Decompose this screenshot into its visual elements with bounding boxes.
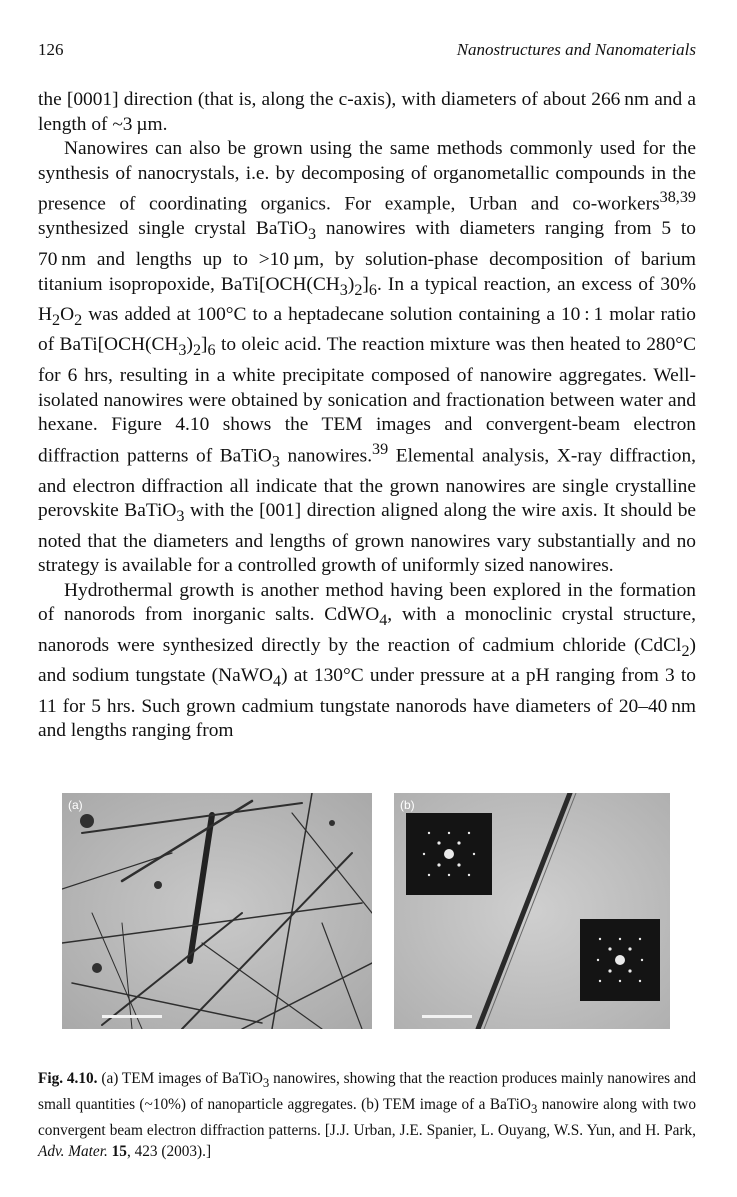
page-header (38, 40, 696, 64)
citation: 38,39 (659, 189, 696, 207)
page-number: 126 (38, 40, 64, 59)
figure-4-10 (62, 793, 670, 1029)
paragraph-2: Nanowires can also be grown using the same methods commonly used for the synthesis of nanocrystals, i.e. by decomposing of organometallic compounds in the presence of coordinating organics. For example, Urban and co-workers$^{38,39}$ synthesized single crystal BaTiO$_3$ nanowires with diameters ranging from 5 to 70 nm and lengths up to >10 µm, by solution-phase decomposition of barium titanium isopropoxide, $BaTi[OCH(CH_3)_2]_6$. In a typical reaction, an excess of 30% $H_2O_2$ was added at 100°C to a heptadecane solution containing a 10 : 1 molar ratio of $BaTi[OCH(CH_3)_2]_6$ to oleic acid. The reaction mixture was then heated to 280°C for 6 hrs, resulting in a white precipitate composed of nanowire aggregates. Well-isolated nanowires were obtained by sonication and fractionation between water and hexane. Figure 4.10 shows the TEM images and convergent-beam electron diffraction patterns of BaTiO$_3$ nanowires.$^{39}$ Elemental analysis, X-ray diffraction, and electron diffraction all indicate that the grown nanowires are single crystalline perovskite BaTiO$_3$ with the [001] direction aligned along the wire axis. It should be noted that the diameters and lengths of grown nanowires vary substantially and no strategy is available for a controlled growth of uniformly sized nanowires. (38, 138, 696, 577)
journal-name: Adv. Mater. (38, 1143, 108, 1161)
diffraction-pattern-inset-1 (406, 813, 492, 895)
body-text (38, 88, 696, 744)
tem-image-panel-a (62, 793, 372, 1029)
citation: 39 (372, 440, 389, 458)
running-title: Nanostructures and Nanomaterials (456, 40, 696, 59)
tem-nanowires-image (62, 793, 372, 1029)
tem-image-panel-b (394, 793, 670, 1029)
journal-volume: 15 (111, 1143, 127, 1161)
paragraph-1: the [0001] direction (that is, along the c-axis), with diameters of about 266 nm and a length of ~3 µm. (38, 89, 696, 135)
figure-caption: Fig. 4.10. (a) TEM images of BaTiO$_3$ nanowires, showing that the reaction produces mainly nanowires and small quantities (~10%) of nanoparticle aggregates. (b) TEM image of a BaTiO$_3$ nanowire along with two convergent beam electron diffraction patterns. [J.J. Urban, J.E. Spanier, L. Ouyang, W.S. Yun, and H. Park, Adv. Mater. 15, 423 (2003).] (38, 1070, 697, 1161)
figure-label: Fig. 4.10. (38, 1070, 98, 1087)
tem-single-nanowire-image (394, 793, 670, 1029)
diffraction-pattern-inset-2 (580, 919, 660, 1001)
panel-b-label: (b) (400, 798, 415, 812)
paragraph-3: Hydrothermal growth is another method having been explored in the formation of nanorods from inorganic salts. CdWO$_4$, with a monoclinic crystal structure, nanorods were synthesized directly by the reaction of cadmium chloride (CdCl$_2$) and sodium tungstate (NaWO$_4$) at 130°C under pressure at a pH ranging from 3 to 11 for 5 hrs. Such grown cadmium tungstate nanorods have diameters of 20–40 nm and lengths ranging from (38, 579, 697, 742)
panel-a-label: (a) (68, 798, 83, 812)
